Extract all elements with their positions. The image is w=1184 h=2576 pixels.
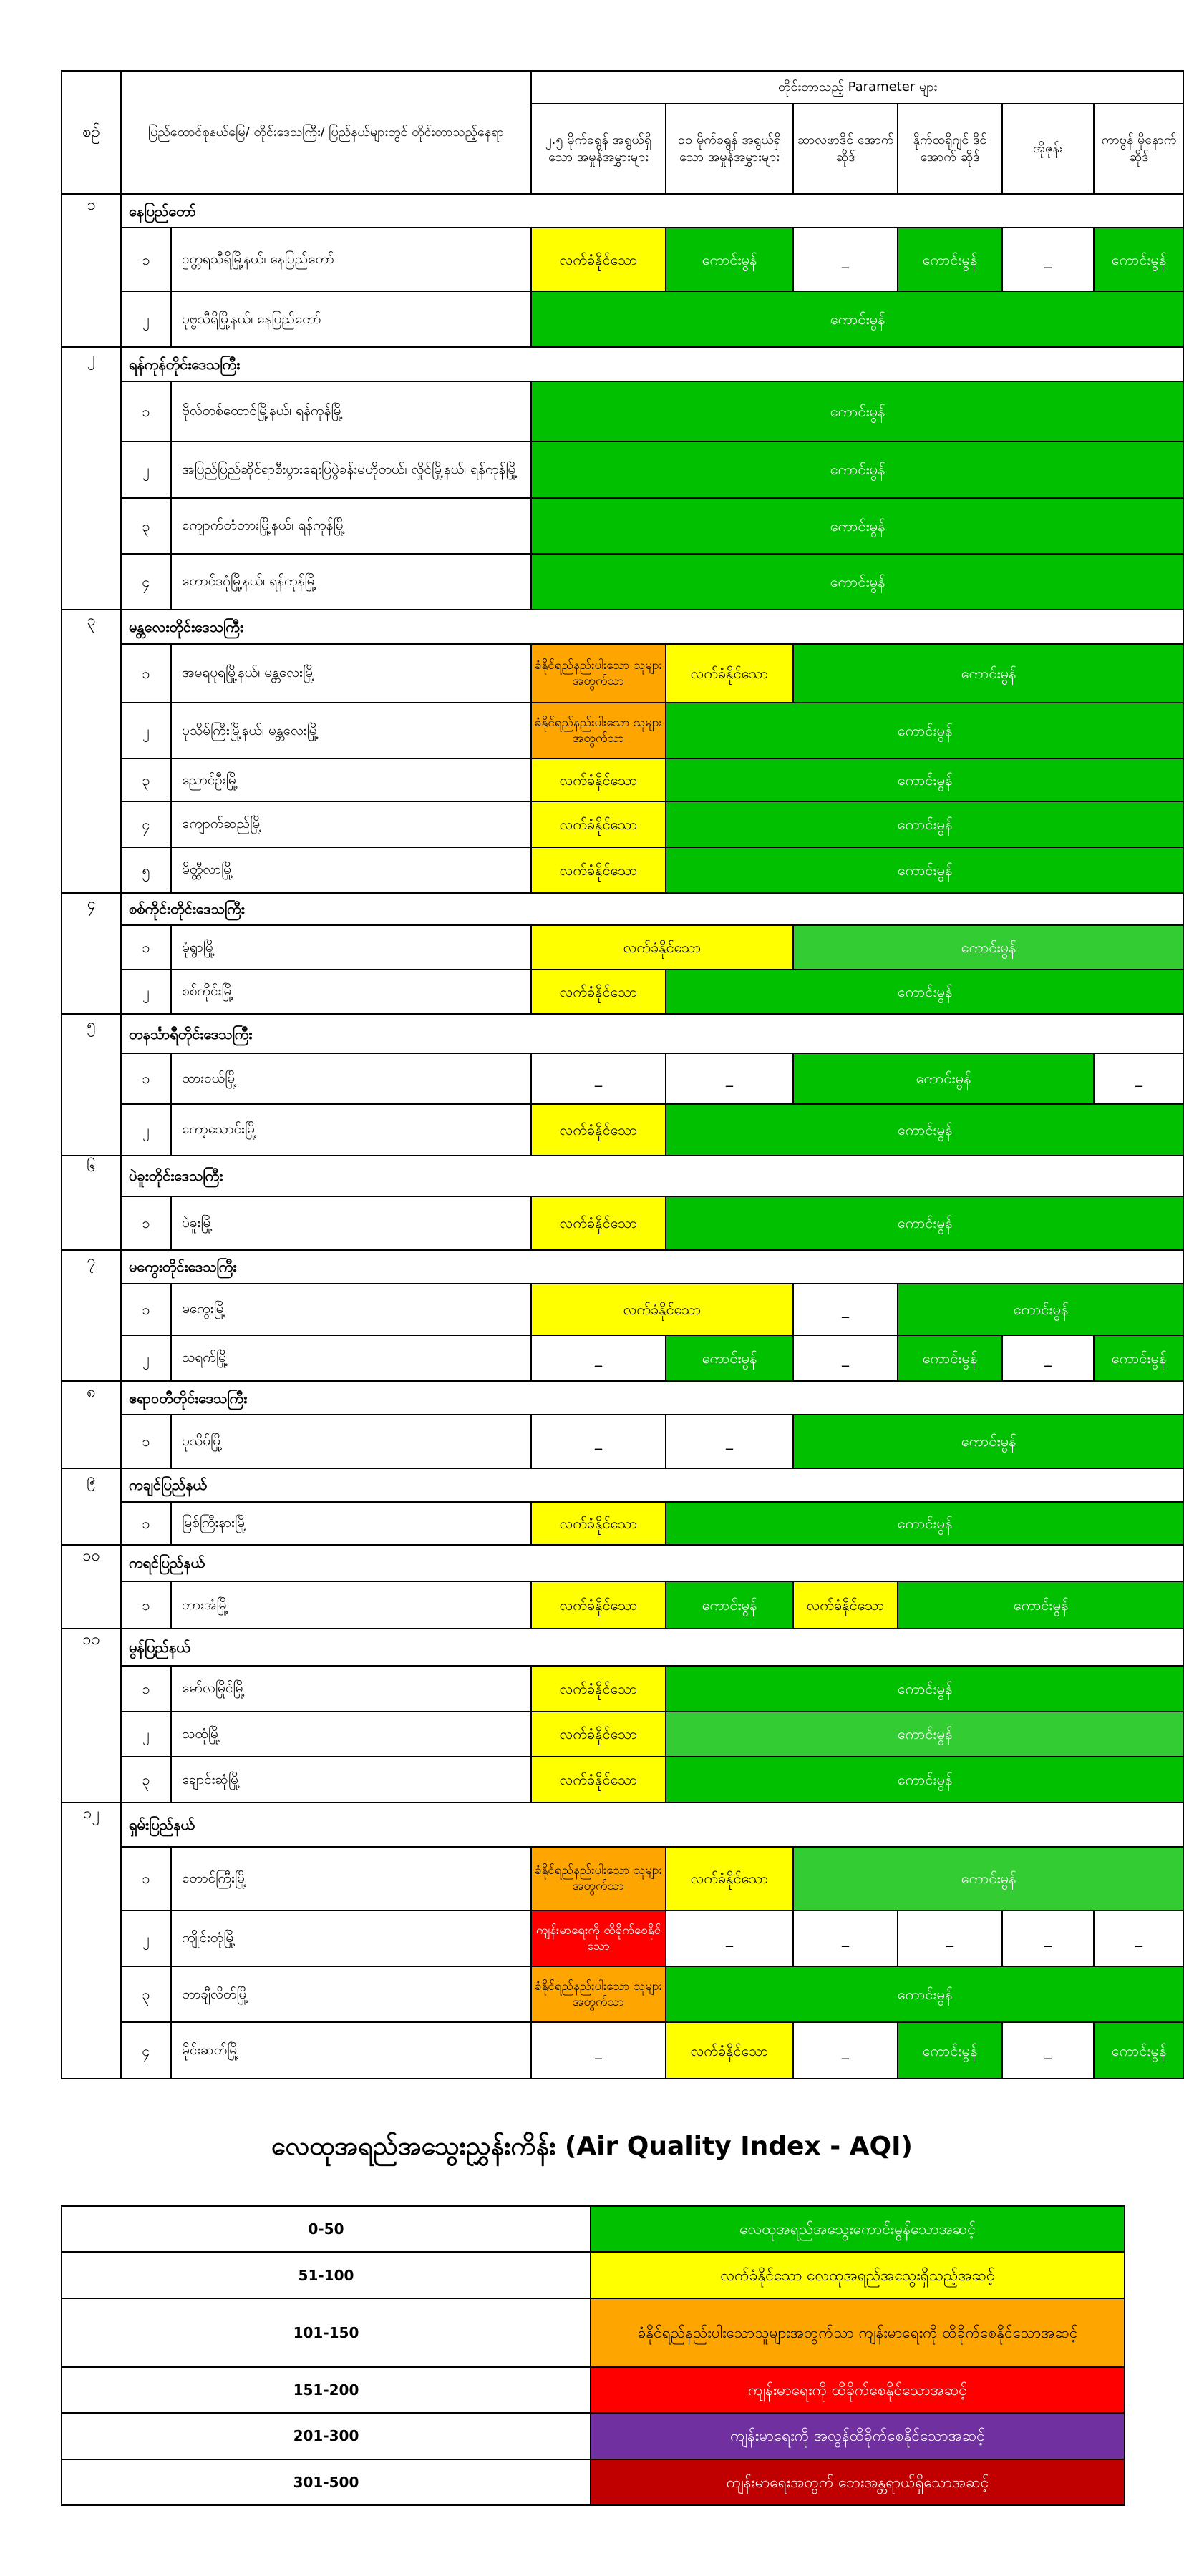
station-no: ၂ [121,1104,171,1156]
status-cell: ကောင်းမွန် [898,2022,1002,2079]
station-name: မြစ်ကြီးနားမြို့ [171,1502,531,1545]
air-quality-table [61,70,1184,2079]
header-param-o3: အိုဇုန်း [1002,104,1094,194]
aqi-label: ကျန်းမာရေးအတွက် ဘေးအန္တရာယ်ရှိသောအဆင့် [591,2459,1125,2505]
status-cell: _ [531,1053,666,1103]
aqi-label: လက်ခံနိုင်သော လေထုအရည်အသွေးရှိသည့်အဆင့် [591,2252,1125,2298]
aqi-range: 301-500 [62,2459,591,2505]
region-no: ၆ [62,1156,121,1250]
status-cell: _ [793,1911,898,1966]
status-cell: လက်ခံနိုင်သော [531,1666,666,1712]
station-no: ၄ [121,554,171,610]
aqi-range: 0-50 [62,2206,591,2252]
station-name: ချောင်းဆုံမြို့ [171,1757,531,1802]
status-cell: ကောင်းမွန် [531,441,1184,497]
region-no: ၄ [62,893,121,1014]
status-cell: လက်ခံနိုင်သော [531,1581,666,1629]
station-name: မော်လမြိုင်မြို့ [171,1666,531,1712]
station-no: ၂ [121,970,171,1014]
station-name: တာချီလိတ်မြို့ [171,1966,531,2022]
status-cell: ကောင်းမွန် [1094,228,1184,291]
station-name: မကွေးမြို့ [171,1284,531,1335]
status-cell: _ [1094,1053,1184,1103]
status-cell: ကောင်းမွန် [666,1104,1184,1156]
status-cell: ကောင်းမွန် [666,1966,1184,2022]
status-cell: ကောင်းမွန် [531,291,1184,347]
region-no: ၉ [62,1468,121,1545]
status-cell: ကောင်းမွန် [666,1335,793,1381]
station-no: ၃ [121,758,171,801]
region-name: မွန်ပြည်နယ် [121,1629,1184,1666]
station-name: ဘားအံမြို့ [171,1581,531,1629]
station-no: ၁ [121,381,171,442]
region-no: ၁ [62,194,121,347]
station-no: ၂ [121,1911,171,1966]
header-param-no2: နိုက်ထရိုဂျင် ဒိုင်အောက် ဆိုဒ် [898,104,1002,194]
status-cell: _ [793,228,898,291]
region-name: မကွေးတိုင်းဒေသကြီး [121,1250,1184,1284]
status-cell: ကောင်းမွန် [898,1335,1002,1381]
station-name: ကျောက်တံတားမြို့နယ်၊ ရန်ကုန်မြို့ [171,498,531,554]
status-cell: ခံနိုင်ရည်နည်းပါးသော သူများအတွက်သာ [531,1966,666,2022]
station-name: တောင်ဒဂုံမြို့နယ်၊ ရန်ကုန်မြို့ [171,554,531,610]
station-no: ၁ [121,1053,171,1103]
status-cell: _ [531,1415,666,1468]
aqi-legend-table [61,2205,1125,2506]
region-name: မန္တလေးတိုင်းဒေသကြီး [121,610,1184,643]
aqi-label: ကျန်းမာရေးကို အလွန်ထိခိုက်စေနိုင်သောအဆင့် [591,2413,1125,2459]
status-cell: ကောင်းမွန် [531,498,1184,554]
aqi-range: 151-200 [62,2367,591,2413]
status-cell: ကောင်းမွန် [531,554,1184,610]
station-name: ပုသိမ်မြို့ [171,1415,531,1468]
status-cell: ကောင်းမွန် [666,1581,793,1629]
status-cell: လက်ခံနိုင်သော [531,1757,666,1802]
aqi-title: လေထုအရည်အသွေးညွှန်းကိန်း (Air Quality Index - AQI) [271,2132,913,2161]
status-cell: ကောင်းမွန် [793,1415,1184,1468]
status-cell: လက်ခံနိုင်သော [531,1712,666,1757]
region-no: ၇ [62,1250,121,1381]
status-cell: လက်ခံနိုင်သော [531,758,666,801]
aqi-label: ကျန်းမာရေးကို ထိခိုက်စေနိုင်သောအဆင့် [591,2367,1125,2413]
station-name: ကျိုင်းတုံမြို့ [171,1911,531,1966]
station-no: ၅ [121,847,171,893]
status-cell: လက်ခံနိုင်သော [531,1104,666,1156]
station-no: ၁ [121,228,171,291]
status-cell: _ [793,1335,898,1381]
status-cell: လက်ခံနိုင်သော [531,1502,666,1545]
status-cell: _ [531,1335,666,1381]
status-cell: လက်ခံနိုင်သော [531,1196,666,1249]
header-param-so2: ဆာလဖာဒိုင် အောက်ဆိုဒ် [793,104,898,194]
status-cell: _ [1002,2022,1094,2079]
status-cell: လက်ခံနိုင်သော [531,970,666,1014]
header-param-co: ကာဗွန် မိုနောက် ဆိုဒ် [1094,104,1184,194]
status-cell: ကောင်းမွန် [793,644,1184,703]
region-no: ၂ [62,347,121,610]
station-name: တောင်ကြီးမြို့ [171,1847,531,1911]
station-name: စစ်ကိုင်းမြို့ [171,970,531,1014]
status-cell: ခံနိုင်ရည်နည်းပါးသော သူများအတွက်သာ [531,644,666,703]
station-no: ၁ [121,1581,171,1629]
region-no: ၈ [62,1381,121,1468]
station-no: ၁ [121,1847,171,1911]
status-cell: ကျန်းမာရေးကို ထိခိုက်စေနိုင်သော [531,1911,666,1966]
station-name: သရက်မြို့ [171,1335,531,1381]
station-name: ညောင်ဦးမြို့ [171,758,531,801]
status-cell: ကောင်းမွန် [666,970,1184,1014]
status-cell: _ [898,1911,1002,1966]
status-cell: _ [666,1053,793,1103]
header-location: ပြည်ထောင်စုနယ်မြေ/ တိုင်းဒေသကြီး/ ပြည်နယ်များတွင် တိုင်းတာသည့်နေရာ [121,71,531,194]
status-cell: ကောင်းမွန် [666,758,1184,801]
station-name: ထားဝယ်မြို့ [171,1053,531,1103]
station-no: ၁ [121,925,171,970]
status-cell: ကောင်းမွန် [666,228,793,291]
status-cell: ကောင်းမွန် [898,1284,1184,1335]
region-name: ဧရာဝတီတိုင်းဒေသကြီး [121,1381,1184,1415]
aqi-label: ခံနိုင်ရည်နည်းပါးသောသူများအတွက်သာ ကျန်းမာရေးကို ထိခိုက်စေနိုင်သောအဆင့် [591,2298,1125,2367]
station-name: အပြည်ပြည်ဆိုင်ရာစီးပွားရေးပြပွဲခန်းမဟိုတယ်၊ လှိုင်မြို့နယ်၊ ရန်ကုန်မြို့ [171,441,531,497]
station-name: ကျောက်ဆည်မြို့ [171,801,531,847]
station-no: ၁ [121,1284,171,1335]
station-no: ၂ [121,1712,171,1757]
aqi-range: 201-300 [62,2413,591,2459]
region-name: နေပြည်တော် [121,194,1184,228]
station-name: ကော့သောင်းမြို့ [171,1104,531,1156]
region-name: ရန်ကုန်တိုင်းဒေသကြီး [121,347,1184,381]
region-name: ပဲခူးတိုင်းဒေသကြီး [121,1156,1184,1197]
region-name: ကရင်ပြည်နယ် [121,1545,1184,1582]
header-no: စဉ် [62,71,121,194]
region-no: ၁၁ [62,1629,121,1802]
station-no: ၁ [121,1415,171,1468]
station-name: ပုသိမ်ကြီးမြို့နယ်၊ မန္တလေးမြို့ [171,703,531,758]
status-cell: ကောင်းမွန် [666,847,1184,893]
station-no: ၁ [121,1502,171,1545]
station-no: ၂ [121,441,171,497]
station-no: ၂ [121,291,171,347]
status-cell: လက်ခံနိုင်သော [531,847,666,893]
status-cell: ကောင်းမွန် [666,1502,1184,1545]
status-cell: _ [1002,228,1094,291]
status-cell: ကောင်းမွန် [793,925,1184,970]
status-cell: _ [793,2022,898,2079]
station-no: ၂ [121,703,171,758]
status-cell: ကောင်းမွန် [1094,2022,1184,2079]
status-cell: _ [666,1911,793,1966]
station-name: ပဲခူးမြို့ [171,1196,531,1249]
status-cell: ကောင်းမွန် [666,1757,1184,1802]
status-cell: ကောင်းမွန် [666,703,1184,758]
station-no: ၃ [121,1966,171,2022]
region-no: ၃ [62,610,121,893]
station-no: ၄ [121,2022,171,2079]
station-name: ဗိုလ်တစ်ထောင်မြို့နယ်၊ ရန်ကုန်မြို့ [171,381,531,442]
status-cell: ကောင်းမွန် [1094,1335,1184,1381]
header-param-group: တိုင်းတာသည့် Parameter များ [531,71,1184,104]
aqi-label: လေထုအရည်အသွေးကောင်းမွန်သောအဆင့် [591,2206,1125,2252]
status-cell: ခံနိုင်ရည်နည်းပါးသော သူများအတွက်သာ [531,703,666,758]
status-cell: ကောင်းမွန် [793,1847,1184,1911]
region-no: ၁၂ [62,1802,121,2079]
status-cell: _ [531,2022,666,2079]
status-cell: ခံနိုင်ရည်နည်းပါးသော သူများအတွက်သာ [531,1847,666,1911]
header-param-pm10: ၁၀ မိုက်ခရွန် အရွယ်ရှိသော အမှုန်အမွှားများ [666,104,793,194]
region-no: ၅ [62,1014,121,1156]
status-cell: လက်ခံနိုင်သော [793,1581,898,1629]
station-name: မုံရွာမြို့ [171,925,531,970]
status-cell: ကောင်းမွန် [898,228,1002,291]
station-name: မိုင်းဆတ်မြို့ [171,2022,531,2079]
status-cell: လက်ခံနိုင်သော [666,1847,793,1911]
status-cell: ကောင်းမွန် [531,381,1184,442]
status-cell: ကောင်းမွန် [793,1053,1094,1103]
station-no: ၃ [121,1757,171,1802]
status-cell: _ [793,1284,898,1335]
status-cell: လက်ခံနိုင်သော [531,1284,793,1335]
status-cell: လက်ခံနိုင်သော [666,644,793,703]
station-no: ၁ [121,1666,171,1712]
header-param-pm25: ၂.၅ မိုက်ခရွန် အရွယ်ရှိသော အမှုန်အမွှားများ [531,104,666,194]
status-cell: ကောင်းမွန် [666,1666,1184,1712]
region-name: တနင်္သာရီတိုင်းဒေသကြီး [121,1014,1184,1054]
station-no: ၃ [121,498,171,554]
aqi-range: 51-100 [62,2252,591,2298]
region-name: ရှမ်းပြည်နယ် [121,1802,1184,1847]
region-name: ကချင်ပြည်နယ် [121,1468,1184,1502]
station-name: ပုဗ္ဗသီရိမြို့နယ်၊ နေပြည်တော် [171,291,531,347]
region-no: ၁၀ [62,1545,121,1629]
station-no: ၁ [121,644,171,703]
status-cell: _ [1002,1335,1094,1381]
status-cell: _ [666,1415,793,1468]
aqi-range: 101-150 [62,2298,591,2367]
status-cell: ကောင်းမွန် [666,1196,1184,1249]
status-cell: လက်ခံနိုင်သော [531,925,793,970]
status-cell: လက်ခံနိုင်သော [531,801,666,847]
station-no: ၂ [121,1335,171,1381]
status-cell: _ [1094,1911,1184,1966]
status-cell: _ [1002,1911,1094,1966]
station-no: ၄ [121,801,171,847]
station-name: အမရပူရမြို့နယ်၊ မန္တလေးမြို့ [171,644,531,703]
station-name: သထုံမြို့ [171,1712,531,1757]
status-cell: ကောင်းမွန် [666,1712,1184,1757]
station-name: ဥတ္တရသီရိမြို့နယ်၊ နေပြည်တော် [171,228,531,291]
station-no: ၁ [121,1196,171,1249]
status-cell: ကောင်းမွန် [666,801,1184,847]
status-cell: ကောင်းမွန် [898,1581,1184,1629]
status-cell: လက်ခံနိုင်သော [666,2022,793,2079]
status-cell: လက်ခံနိုင်သော [531,228,666,291]
region-name: စစ်ကိုင်းတိုင်းဒေသကြီး [121,893,1184,925]
station-name: မိတ္ထီလာမြို့ [171,847,531,893]
